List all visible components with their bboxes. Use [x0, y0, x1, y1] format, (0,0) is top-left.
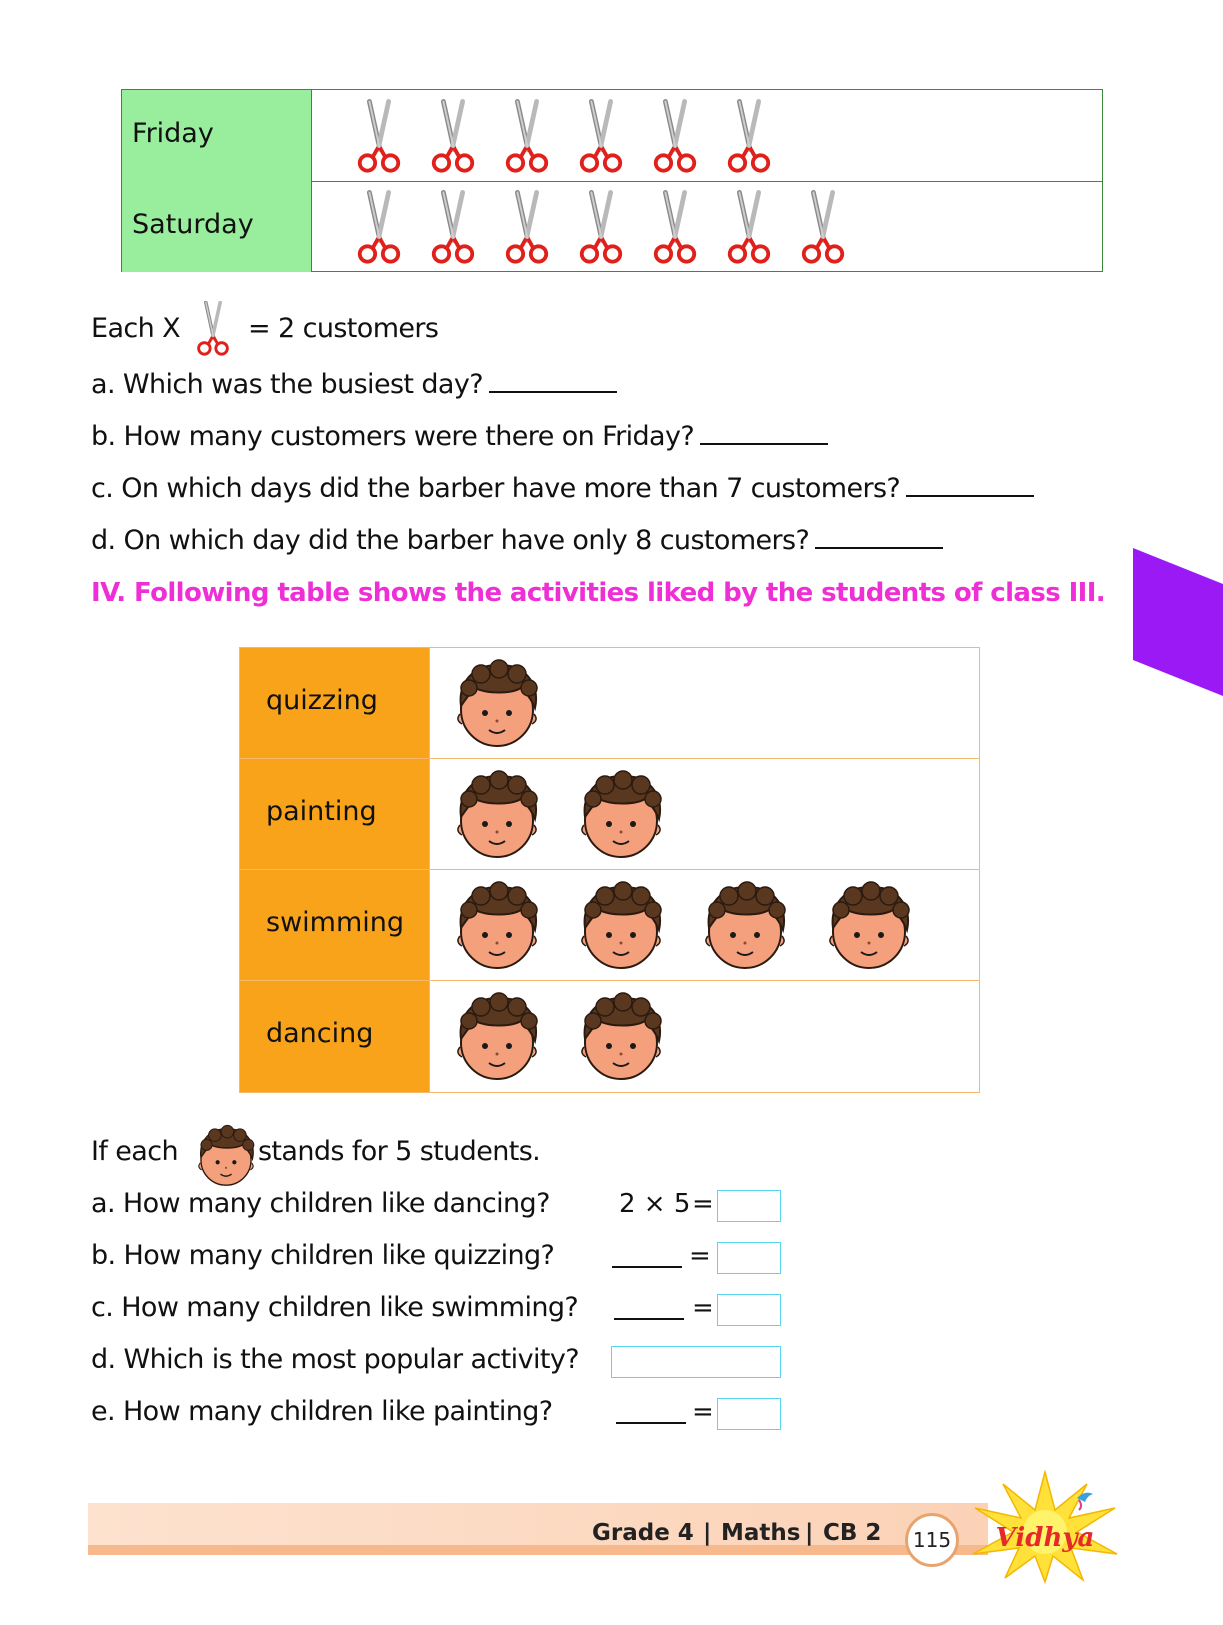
scissors-icon	[428, 98, 478, 176]
side-tab-marker	[1133, 548, 1223, 696]
question-more-than-7	[91, 469, 1034, 504]
equals-sign: =	[692, 1189, 714, 1219]
footer-band-stripe	[88, 1545, 988, 1555]
answer-box-quizzing[interactable]	[717, 1242, 781, 1274]
page-number: 115	[905, 1513, 959, 1567]
answer-blank[interactable]	[612, 1266, 682, 1268]
question-text: c. On which days did the barber have more than 7 customers?	[91, 473, 901, 504]
child-face-icon	[823, 880, 915, 972]
question-only-8	[91, 521, 943, 556]
key-prefix: If each	[91, 1136, 178, 1167]
equals-sign: =	[692, 1293, 714, 1323]
activities-pictograph-table	[239, 647, 980, 1093]
work-expression: 2 × 5	[619, 1189, 691, 1219]
scissors-icon	[650, 98, 700, 176]
section-heading: IV. Following table shows the activities liked by the students of class III.	[91, 578, 1106, 608]
child-face-icon	[451, 880, 543, 972]
answer-box-most-popular[interactable]	[611, 1346, 781, 1378]
answer-blank[interactable]	[700, 417, 828, 445]
child-face-icon	[575, 991, 667, 1083]
child-face-icon	[451, 991, 543, 1083]
day-label-saturday: Saturday	[122, 181, 312, 272]
scissors-icon	[724, 189, 774, 267]
question-most-popular: d. Which is the most popular activity?	[91, 1344, 579, 1375]
key-line-customers	[91, 313, 438, 344]
footer-separator: |	[805, 1520, 814, 1546]
question-quizzing: b. How many children like quizzing?	[91, 1240, 555, 1271]
key-suffix: stands for 5 students.	[257, 1136, 541, 1167]
answer-box-swimming[interactable]	[717, 1294, 781, 1326]
child-face-icon	[194, 1124, 258, 1188]
day-label-friday: Friday	[122, 90, 312, 181]
table-row	[240, 870, 979, 981]
scissors-icon	[354, 189, 404, 267]
scissors-icon	[650, 189, 700, 267]
footer-book: CB 2	[823, 1520, 882, 1546]
activity-label-dancing: dancing	[240, 981, 430, 1092]
scissors-icon	[193, 301, 233, 357]
equals-sign: =	[689, 1241, 711, 1271]
footer-subject: Maths	[721, 1520, 801, 1546]
scissors-icon	[724, 98, 774, 176]
question-text: d. On which day did the barber have only 8 customers?	[91, 525, 810, 556]
answer-blank[interactable]	[815, 521, 943, 549]
question-dancing: a. How many children like dancing?	[91, 1188, 550, 1219]
table-row	[240, 981, 979, 1092]
answer-blank[interactable]	[616, 1422, 686, 1424]
key-line-students	[91, 1136, 540, 1167]
scissors-icon	[502, 189, 552, 267]
scissors-icon	[428, 189, 478, 267]
side-tab-shape	[1133, 548, 1223, 696]
child-face-icon	[699, 880, 791, 972]
child-face-icon	[451, 769, 543, 861]
answer-blank[interactable]	[906, 469, 1034, 497]
table-row	[122, 181, 1102, 272]
question-painting: e. How many children like painting?	[91, 1396, 553, 1427]
footer-separator: |	[703, 1520, 712, 1546]
child-face-icon	[575, 769, 667, 861]
vidhya-logo	[965, 1470, 1125, 1585]
child-face-icon	[451, 658, 543, 750]
question-text: a. Which was the busiest day?	[91, 369, 483, 400]
logo-text: Vidhya	[995, 1523, 1095, 1553]
question-busiest-day	[91, 365, 617, 400]
table-row	[122, 90, 1102, 182]
key-prefix: Each X	[91, 313, 181, 344]
child-face-icon	[575, 880, 667, 972]
answer-blank[interactable]	[489, 365, 617, 393]
activity-label-quizzing: quizzing	[240, 648, 430, 758]
table-row	[240, 759, 979, 870]
answer-box-dancing[interactable]	[717, 1190, 781, 1222]
answer-blank[interactable]	[614, 1318, 684, 1320]
answer-box-painting[interactable]	[717, 1398, 781, 1430]
footer-grade: Grade 4	[592, 1520, 694, 1546]
question-text: b. How many customers were there on Friday?	[91, 421, 695, 452]
scissors-icon	[502, 98, 552, 176]
activity-label-painting: painting	[240, 759, 430, 869]
scissors-icon	[576, 98, 626, 176]
activity-label-swimming: swimming	[240, 870, 430, 980]
scissors-pictograph-table	[121, 89, 1103, 272]
key-suffix: = 2 customers	[248, 313, 439, 344]
scissors-icon	[576, 189, 626, 267]
question-swimming: c. How many children like swimming?	[91, 1292, 579, 1323]
scissors-icon	[798, 189, 848, 267]
question-friday-customers	[91, 417, 828, 452]
table-row	[240, 648, 979, 759]
equals-sign: =	[692, 1397, 714, 1427]
scissors-icon	[354, 98, 404, 176]
